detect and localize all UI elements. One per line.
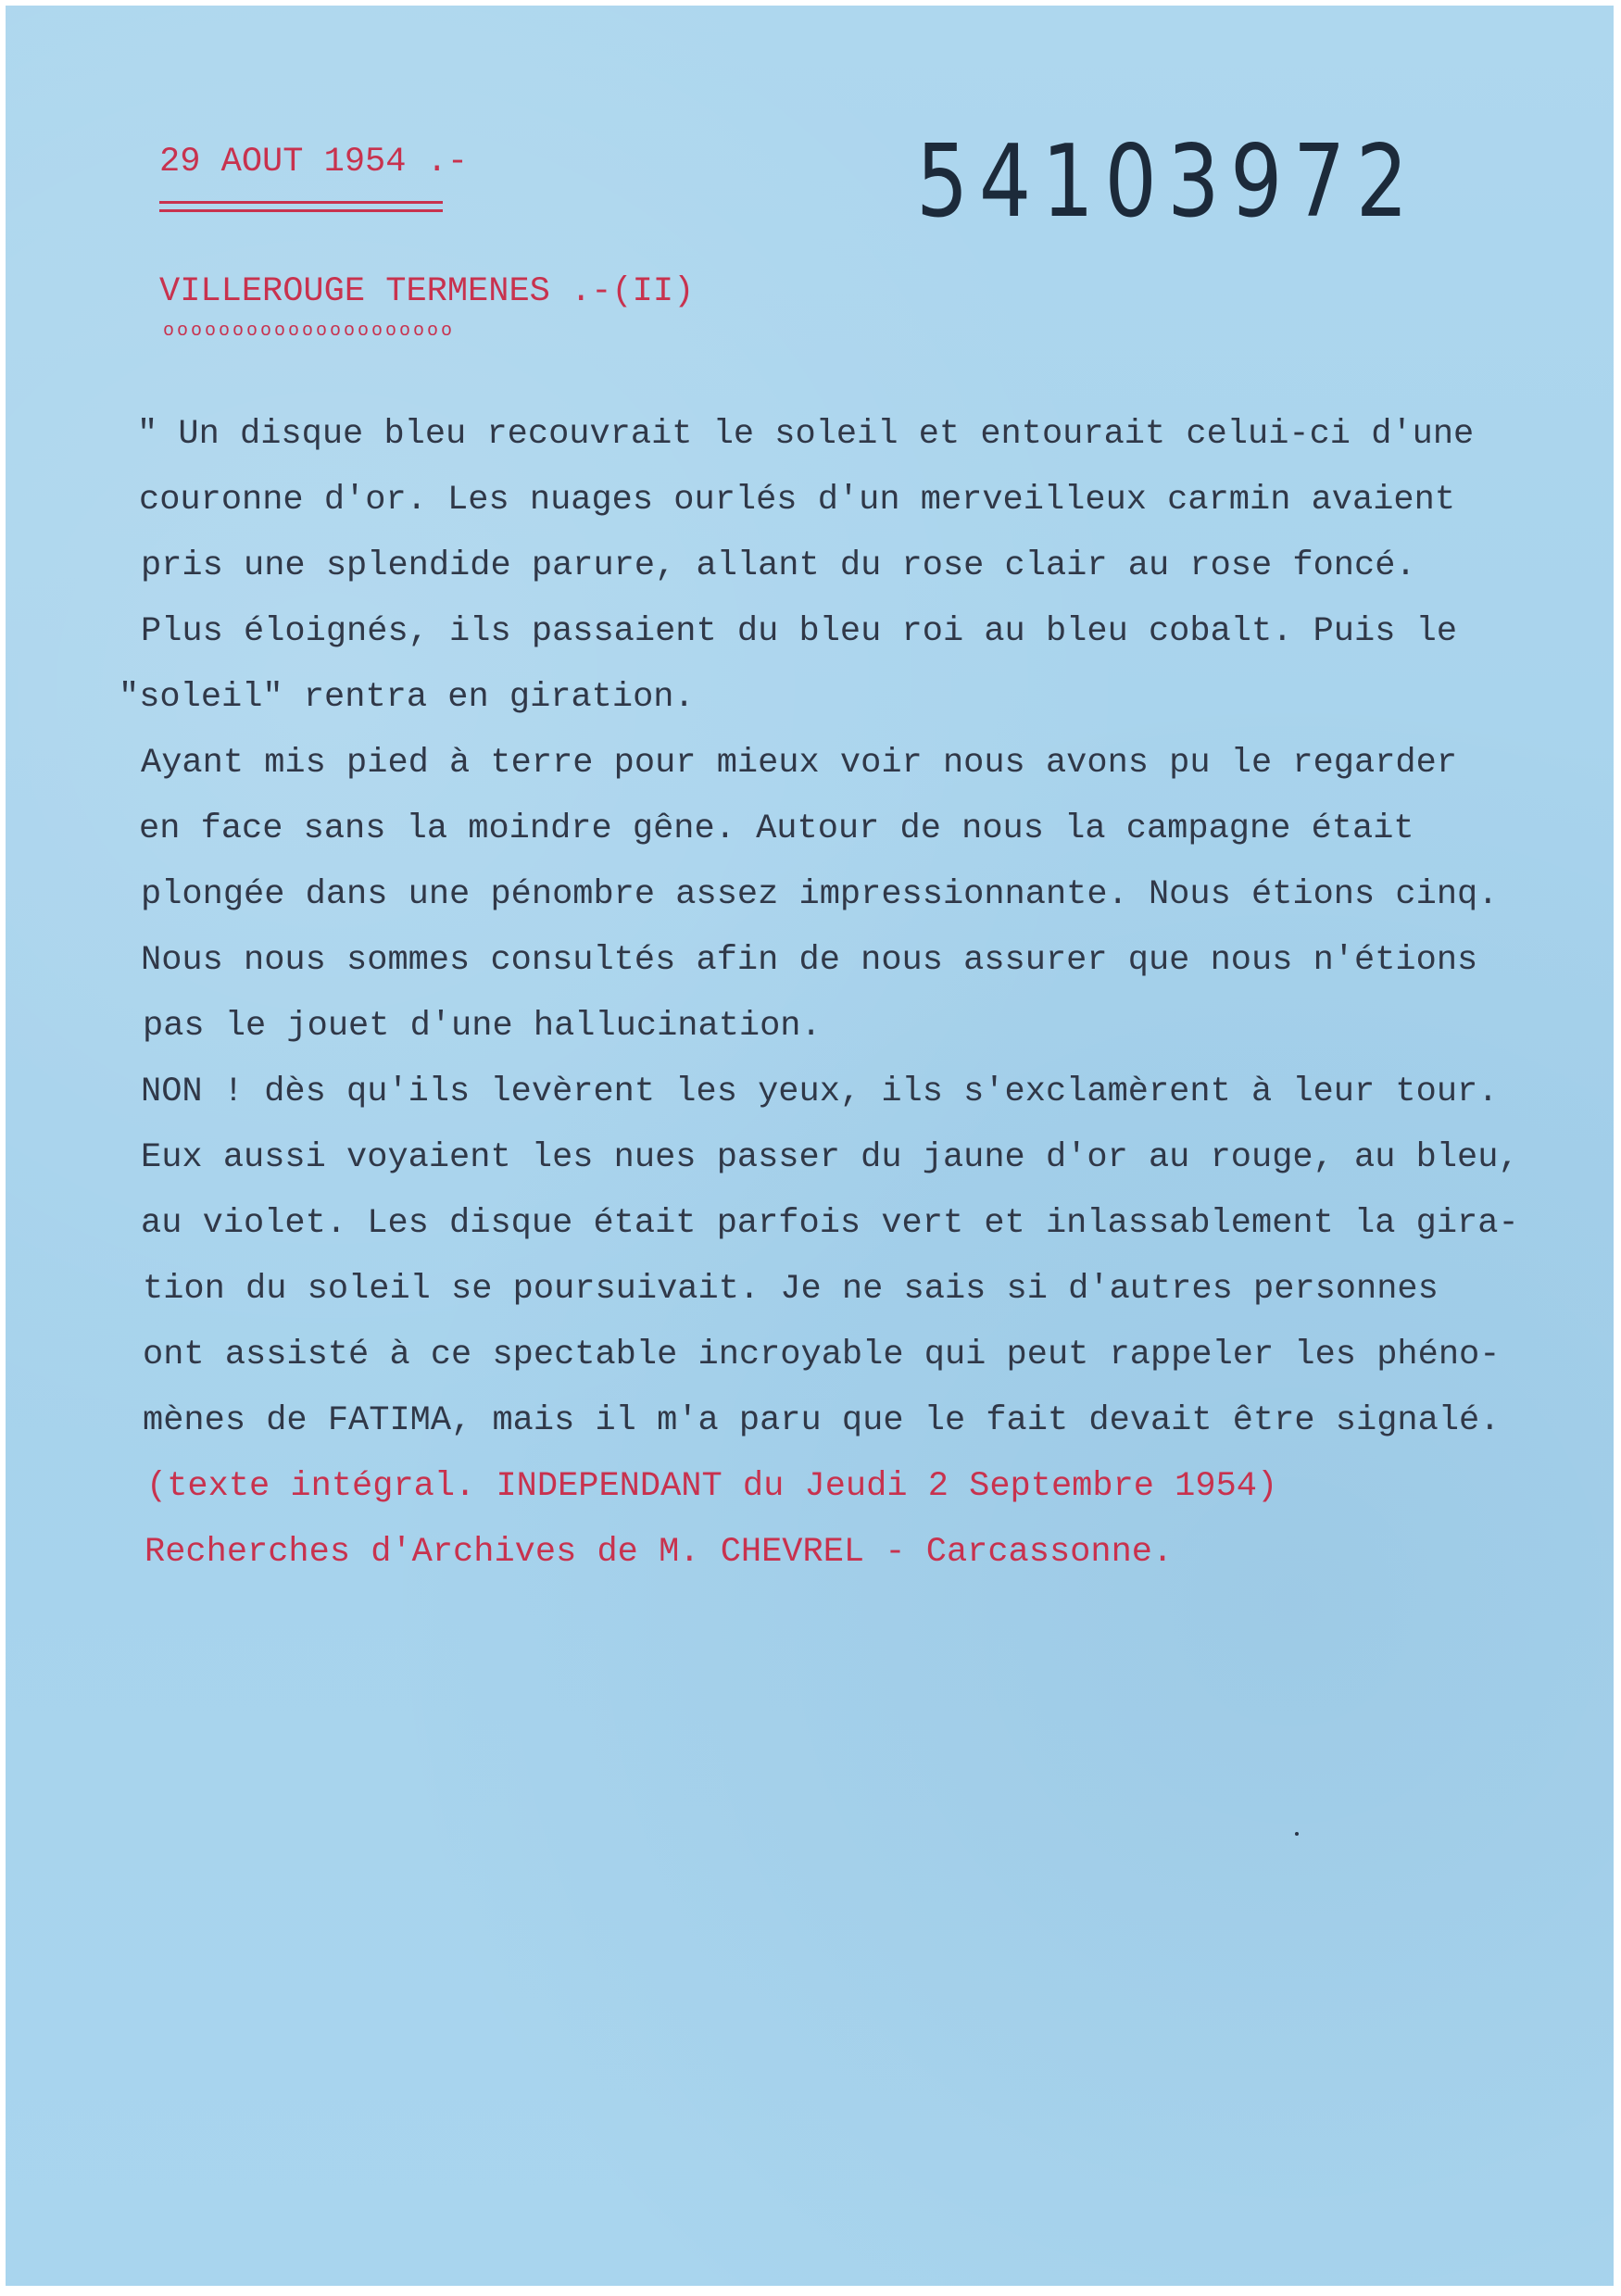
text-line: pris une splendide parure, allant du rose clair au rose foncé. bbox=[141, 546, 1416, 585]
text-line: mènes de FATIMA, mais il m'a paru que le fait devait être signalé. bbox=[143, 1401, 1501, 1440]
text-line: en face sans la moindre gêne. Autour de nous la campagne était bbox=[139, 809, 1414, 848]
location-underline: ooooooooooooooooooooo bbox=[163, 320, 456, 342]
text-line: Ayant mis pied à terre pour mieux voir nous avons pu le regarder bbox=[141, 744, 1458, 783]
text-line: " Un disque bleu recouvrait le soleil et entourait celui-ci d'une bbox=[137, 415, 1475, 454]
article-text bbox=[119, 402, 1601, 1586]
text-line: Eux aussi voyaient les nues passer du jaune d'or au rouge, au bleu, bbox=[141, 1138, 1519, 1177]
text-line: Nous nous sommes consultés afin de nous assurer que nous n'étions bbox=[141, 941, 1478, 980]
text-line: au violet. Les disque était parfois vert et inlassablement la gira- bbox=[141, 1204, 1519, 1243]
text-line: tion du soleil se poursuivait. Je ne sais si d'autres personnes bbox=[143, 1270, 1439, 1309]
text-line: NON ! dès qu'ils levèrent les yeux, ils s'exclamèrent à leur tour. bbox=[141, 1073, 1499, 1111]
location-heading: VILLEROUGE TERMENES .-(II) bbox=[159, 272, 695, 311]
text-line: ont assisté à ce spectable incroyable qui peut rappeler les phéno- bbox=[143, 1336, 1501, 1374]
text-line: pas le jouet d'une hallucination. bbox=[143, 1007, 822, 1046]
text-line: Plus éloignés, ils passaient du bleu roi au bleu cobalt. Puis le bbox=[141, 612, 1458, 651]
archive-credit: Recherches d'Archives de M. CHEVREL - Carcassonne. bbox=[145, 1533, 1174, 1572]
document-page bbox=[6, 6, 1614, 2286]
text-line: couronne d'or. Les nuages ourlés d'un merveilleux carmin avaient bbox=[139, 481, 1456, 520]
text-line: plongée dans une pénombre assez impressionnante. Nous étions cinq. bbox=[141, 875, 1499, 914]
document-number-stamp: 54103972 bbox=[916, 124, 1419, 240]
date-double-underline bbox=[159, 201, 443, 204]
source-citation: (texte intégral. INDEPENDANT du Jeudi 2 Septembre 1954) bbox=[146, 1467, 1278, 1506]
paper-speck bbox=[1295, 1832, 1299, 1836]
document-date: 29 AOUT 1954 .- bbox=[159, 143, 469, 182]
text-line: "soleil" rentra en giration. bbox=[119, 678, 695, 717]
